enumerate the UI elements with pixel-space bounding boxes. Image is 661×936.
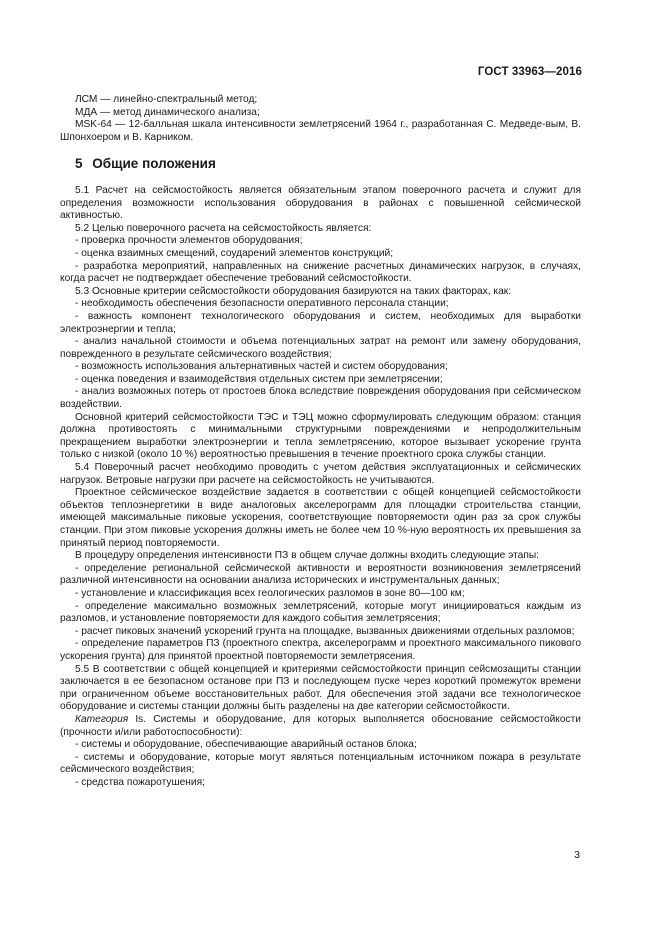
list-item: - анализ начальной стоимости и объема потенциальных затрат на ремонт или замену оборудования, поврежденного в результате сейсмического воздействия; [60,336,581,360]
section-title: Общие положения [92,156,216,172]
category-text: Is. Системы и оборудование, для которых выполняется обоснование сейсмостойкости (прочности и/или работоспособности): [60,713,581,738]
paragraph-5-2: 5.2 Целью поверочного расчета на сейсмостойкость является: [75,222,372,234]
list-item: - системы и оборудование, которые могут являться потенциальным источником пожара в результате сейсмического воздействия; [60,751,581,776]
paragraph-5-3: 5.3 Основные критерии сейсмостойкости оборудования базируются на таких факторах, как: [75,285,512,297]
list-item: - оценка поведения и взаимодействия отдельных систем при землетрясении; [75,373,443,385]
abbreviation-mda: МДА — метод динамического анализа; [75,106,260,118]
paragraph-main-criterion: Основной критерий сейсмостойкости ТЭС и ТЭЦ можно сформулировать следующим образом: станция должна противостоять с минимальными структурными повреждениями и непродолжительным прекращением выработки электроэнергии и тепла землетрясению, которое вызывает ускорение грунта только с низкой (около 10 %) вероятностью превышения в течение проектного срока службы станции. [60,411,581,461]
page-content [60,94,581,789]
paragraph-5-4: 5.4 Поверочный расчет необходимо проводить с учетом действия эксплуатационных и сейсмических нагрузок. Ветровые нагрузки при расчете на сейсмостойкость не учитываются. [60,462,581,486]
abbreviation-lsm: ЛСМ — линейно-спектральный метод; [75,94,258,105]
page-number: 3 [574,849,580,861]
section-number: 5 [75,156,83,172]
document-id: ГОСТ 33963—2016 [477,66,582,78]
section-heading [75,158,581,171]
paragraph-5-5: 5.5 В соответствии с общей концепцией и критериями сейсмостойкости принцип сейсмозащиты станции заключается в ее безопасном останове при ПЗ и последующем пуске через короткий промежуток времени при ограниченном объеме восстановительных работ. Для обеспечения этой задачи все технологическое оборудование и системы станции должны быть разделены на две категории сейсмостойкости. [60,663,581,713]
list-item: - определение параметров ПЗ (проектного спектра, акселерограмм и проектного максимального пикового ускорения грунта) для принятой проектной повторяемости землетрясения. [60,638,581,662]
list-item: - анализ возможных потерь от простоев блока вследствие повреждения оборудования при сейсмическом воздействии. [60,386,581,411]
list-item: - определение региональной сейсмической активности и вероятности возникновения землетрясений различной интенсивности на основании анализа исторических и инструментальных данных; [60,562,581,587]
list-item: - разработка мероприятий, направленных на снижение расчетных динамических нагрузок, в случаях, когда расчет не подтверждает обеспечение требований сейсмостойкости. [60,260,581,285]
list-item: - оценка взаимных смещений, соударений элементов конструкций; [75,247,394,259]
paragraph-procedure: В процедуру определения интенсивности ПЗ в общем случае должны входить следующие этапы: [75,550,540,562]
list-item: - установление и классификация всех геологических разломов в зоне 80—100 км; [75,587,465,599]
paragraph-category-is [60,714,581,739]
list-item: - средства пожаротушения; [75,776,205,788]
paragraph-5-1: 5.1 Расчет на сейсмостойкость является обязательным этапом поверочного расчета и служит для определения возможности использования оборудования в районах с повышенной сейсмической активностью. [60,184,581,222]
list-item: - возможность использования альтернативных частей и систем оборудования; [75,361,448,373]
list-item: - проверка прочности элементов оборудования; [75,235,303,247]
paragraph-design-impact: Проектное сейсмическое воздействие задается в соответствии с общей концепцией сейсмостойкости объектов теплоэнергетики в виде аналоговых акселерограмм для площадки строительства станции, имеющей максимальные пиковые ускорения, соответствующие повторяемости один раз за срок службы станции. При этом пиковые ускорения должны иметь не более чем 10 %-ную вероятность их превышения за принятый период повторяемости. [60,487,581,549]
list-item: - важность компонент технологического оборудования и систем, необходимых для выработки электроэнергии и тепла; [60,310,581,335]
list-item: - системы и оборудование, обеспечивающие аварийный останов блока; [75,739,417,751]
list-item: - определение максимально возможных землетрясений, которые могут инициироваться каждым из разломов, и установление повторяемости для каждого события землетрясения; [60,600,581,625]
list-item: - расчет пиковых значений ускорений грунта на площадке, вызванных движениями отдельных разломов; [75,625,575,637]
category-label: Категория [75,713,129,725]
abbreviation-msk64: MSK-64 — 12-балльная шкала интенсивности землетрясений 1964 г., разработанная С. Медведе-вым, В. Шпонхоером и В. Карником. [60,119,581,143]
list-item: - необходимость обеспечения безопасности оперативного персонала станции; [75,298,449,310]
